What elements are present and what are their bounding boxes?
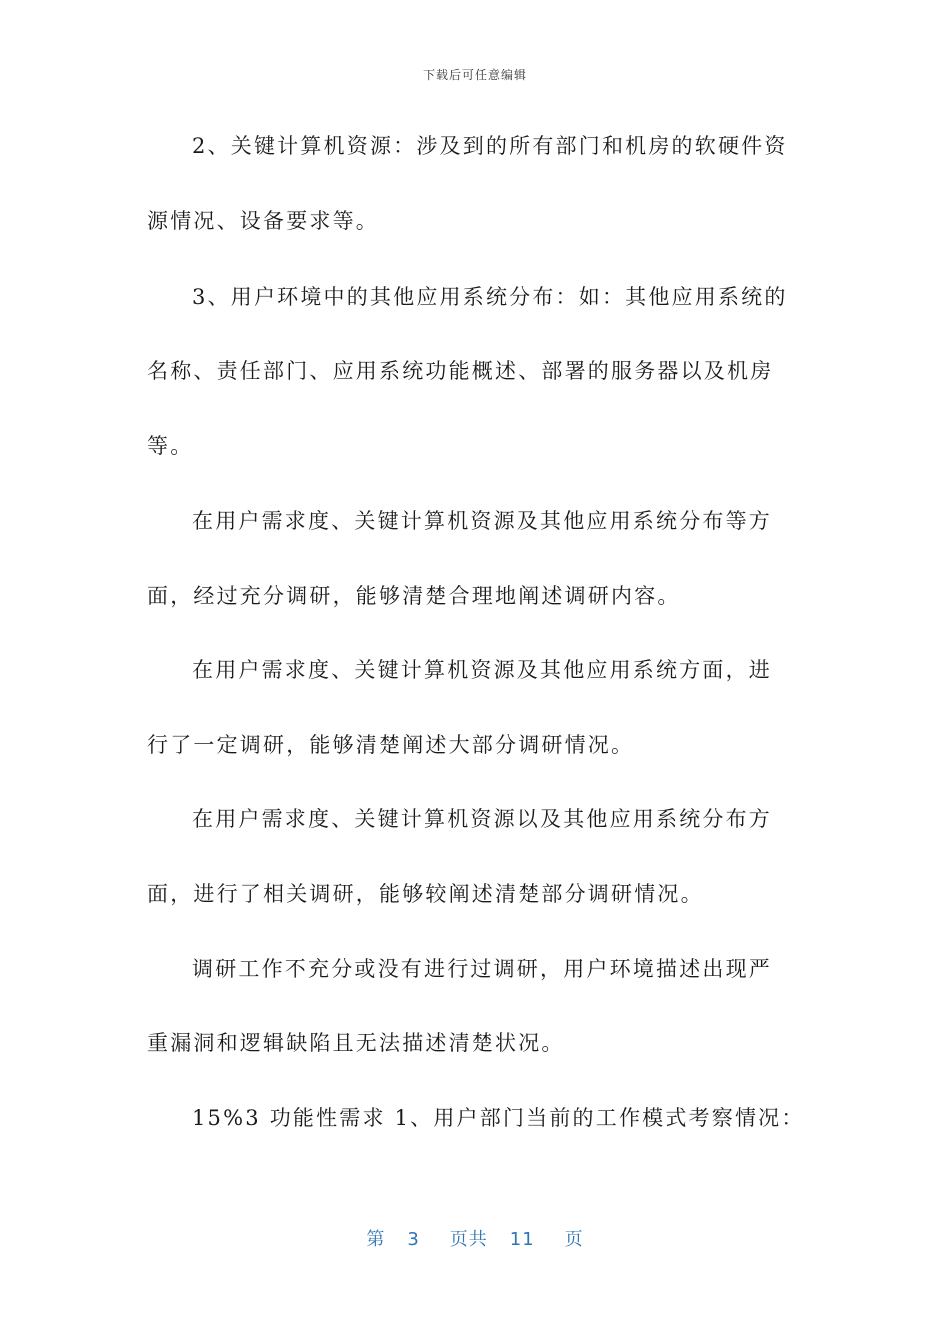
body-line: 在用户需求度、关键计算机资源以及其他应用系统分布方 [192,807,772,831]
body-line: 源情况、设备要求等。 [147,209,379,233]
body-line: 等。 [147,434,194,458]
body-line: 调研工作不充分或没有进行过调研，用户环境描述出现严 [192,957,772,981]
body-line: 面，经过充分调研，能够清楚合理地阐述调研内容。 [147,584,681,608]
body-line: 2、关键计算机资源：涉及到的所有部门和机房的软硬件资 [192,134,788,158]
footer-suffix: 页 [564,1229,584,1250]
footer-middle: 页共 [449,1229,488,1250]
footer-total-pages: 11 [509,1229,535,1250]
body-line: 面，进行了相关调研，能够较阐述清楚部分调研情况。 [147,882,704,906]
body-line: 行了一定调研，能够清楚阐述大部分调研情况。 [147,733,635,757]
body-line: 名称、责任部门、应用系统功能概述、部署的服务器以及机房 [147,359,774,383]
body-line: 15%3 功能性需求 1、用户部门当前的工作模式考察情况： [192,1106,805,1130]
body-line: 重漏洞和逻辑缺陷且无法描述清楚状况。 [147,1031,565,1055]
body-line: 3、用户环境中的其他应用系统分布：如：其他应用系统的 [192,285,788,309]
footer-prefix: 第 [366,1229,386,1250]
body-line: 在用户需求度、关键计算机资源及其他应用系统方面，进 [192,658,772,682]
footer-page-number: 3 [407,1229,420,1250]
page-footer [0,1225,950,1251]
header-note: 下载后可任意编辑 [422,68,527,82]
body-line: 在用户需求度、关键计算机资源及其他应用系统分布等方 [192,509,772,533]
